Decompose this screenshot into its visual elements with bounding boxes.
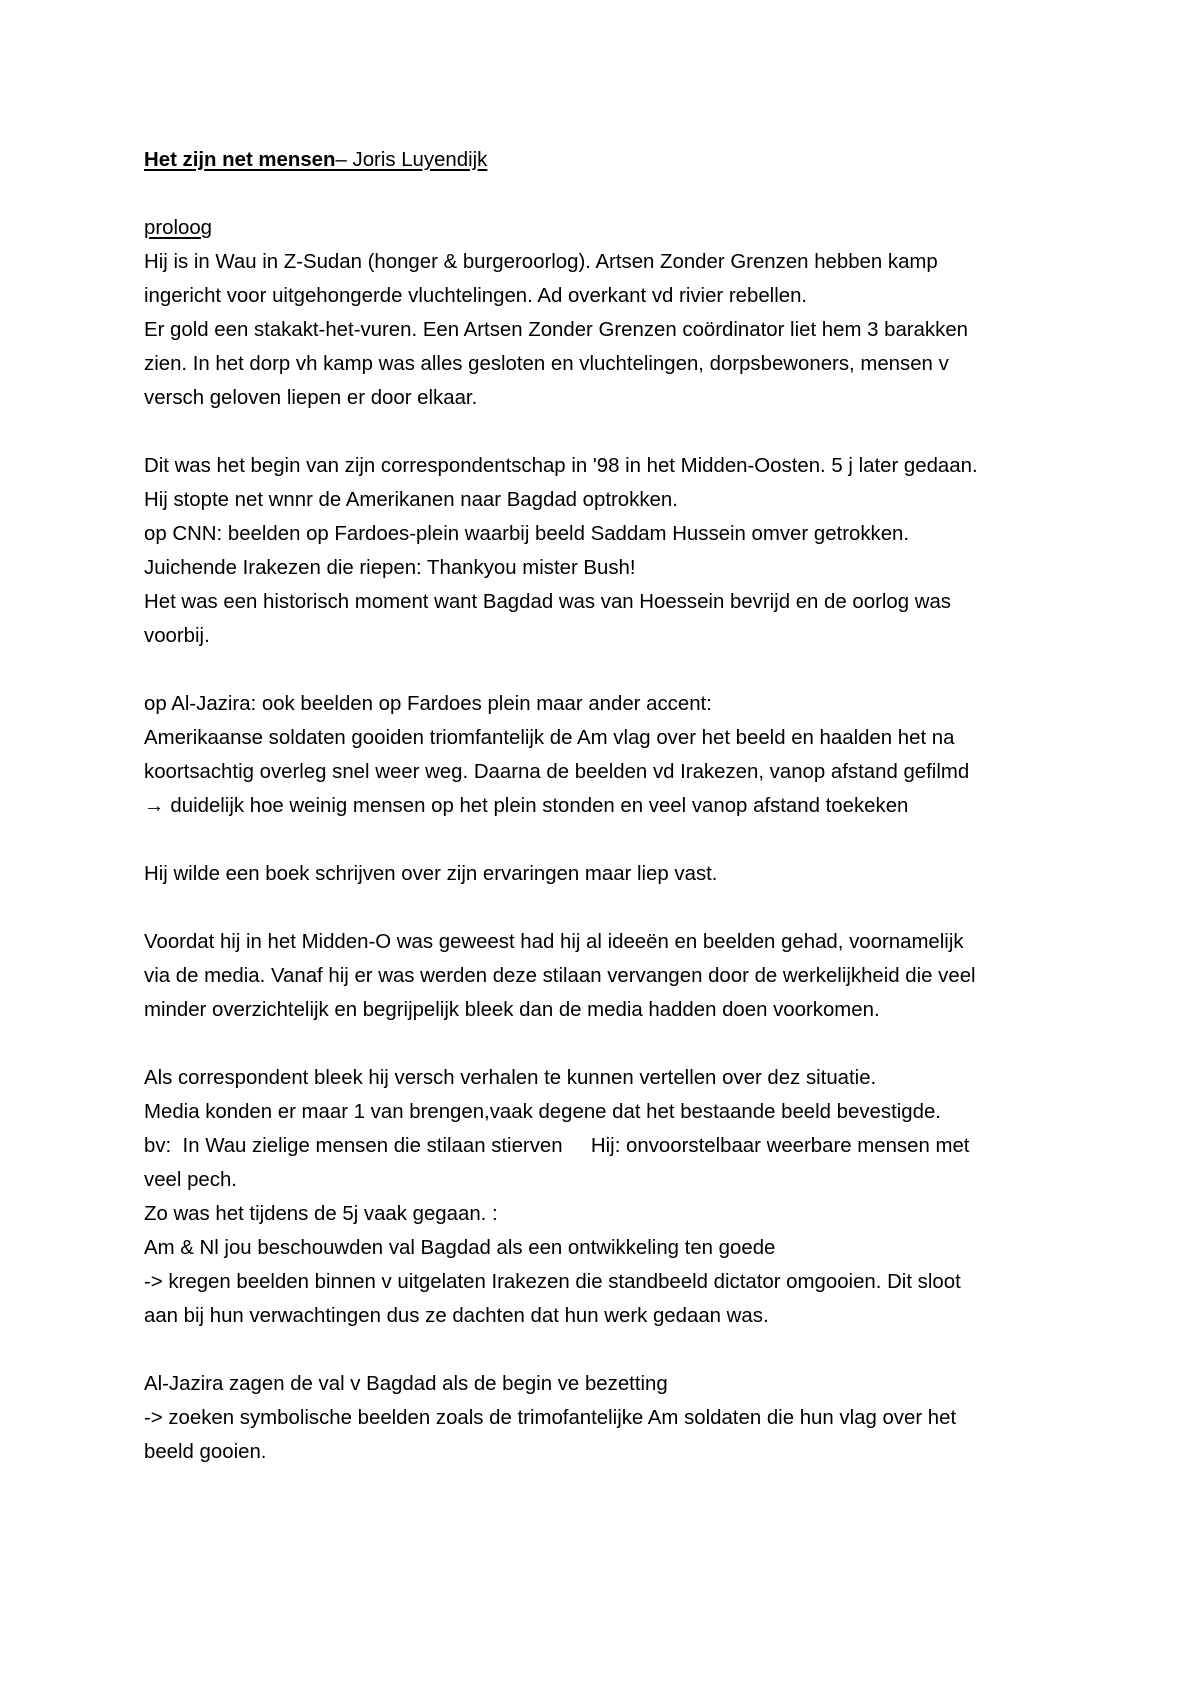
text-line: Al-Jazira zagen de val v Bagdad als de begin ve bezetting [144,1373,668,1395]
text-line: voorbij. [144,625,210,647]
text-line: Hij is in Wau in Z-Sudan (honger & burgeroorlog). Artsen Zonder Grenzen hebben kamp [144,251,938,273]
title-separator: – [335,149,353,171]
document-body [144,143,1074,1469]
text-line: minder overzichtelijk en begrijpelijk bleek dan de media hadden doen voorkomen. [144,999,880,1021]
text-line: op Al-Jazira: ook beelden op Fardoes plein maar ander accent: [144,693,712,715]
text-line: Amerikaanse soldaten gooiden triomfantelijk de Am vlag over het beeld en haalden het na [144,727,955,749]
arrow-line [144,789,1074,823]
text-line: Am & Nl jou beschouwden val Bagdad als een ontwikkeling ten goede [144,1237,776,1259]
paragraph-2 [144,449,1074,653]
text-line: Hij stopte net wnnr de Amerikanen naar Bagdad optrokken. [144,489,678,511]
text-line: Als correspondent bleek hij versch verhalen te kunnen vertellen over dez situatie. [144,1067,877,1089]
text-line: ingericht voor uitgehongerde vluchtelingen. Ad overkant vd rivier rebellen. [144,285,808,307]
arrow-line-text: duidelijk hoe weinig mensen op het plein stonden en veel vanop afstand toekeken [170,795,909,817]
text-line: via de media. Vanaf hij er was werden deze stilaan vervangen door de werkelijkheid die veel [144,965,976,987]
text-line: Juichende Irakezen die riepen: Thankyou mister Bush! [144,557,636,579]
text-line: aan bij hun verwachtingen dus ze dachten dat hun werk gedaan was. [144,1305,769,1327]
text-line: Zo was het tijdens de 5j vaak gegaan. : [144,1203,498,1225]
paragraph-3 [144,687,1074,823]
text-line: -> kregen beelden binnen v uitgelaten Irakezen die standbeeld dictator omgooien. Dit sloot [144,1271,961,1293]
text-line: Het was een historisch moment want Bagdad was van Hoessein bevrijd en de oorlog was [144,591,951,613]
title-author: Joris Luyendijk [352,149,488,171]
text-line: Voordat hij in het Midden-O was geweest had hij al ideeën en beelden gehad, voornamelijk [144,931,964,953]
text-line: -> zoeken symbolische beelden zoals de trimofantelijke Am soldaten die hun vlag over het [144,1407,957,1429]
text-line: bv: In Wau zielige mensen die stilaan stierven Hij: onvoorstelbaar weerbare mensen met [144,1135,970,1157]
right-arrow-icon: → [144,795,165,817]
title-main: Het zijn net mensen [144,149,336,171]
section-heading: proloog [144,217,213,239]
text-line: Dit was het begin van zijn correspondentschap in '98 in het Midden-Oosten. 5 j later gedaan. [144,455,978,477]
text-line: zien. In het dorp vh kamp was alles gesloten en vluchtelingen, dorpsbewoners, mensen v [144,353,949,375]
text-line: versch geloven liepen er door elkaar. [144,387,478,409]
text-line: veel pech. [144,1169,237,1191]
paragraph-5 [144,925,1074,1027]
paragraph-1 [144,245,1074,415]
text-line: koortsachtig overleg snel weer weg. Daarna de beelden vd Irakezen, vanop afstand gefilmd [144,761,970,783]
paragraph-7 [144,1367,1074,1469]
text-line: beeld gooien. [144,1441,267,1463]
text-line: Er gold een stakakt-het-vuren. Een Artsen Zonder Grenzen coördinator liet hem 3 barakken [144,319,969,341]
text-line: op CNN: beelden op Fardoes-plein waarbij beeld Saddam Hussein omver getrokken. [144,523,910,545]
paragraph-4: Hij wilde een boek schrijven over zijn ervaringen maar liep vast. [144,863,718,885]
paragraph-6 [144,1061,1074,1333]
text-line: Media konden er maar 1 van brengen,vaak degene dat het bestaande beeld bevestigde. [144,1101,941,1123]
document-title [144,143,1074,177]
